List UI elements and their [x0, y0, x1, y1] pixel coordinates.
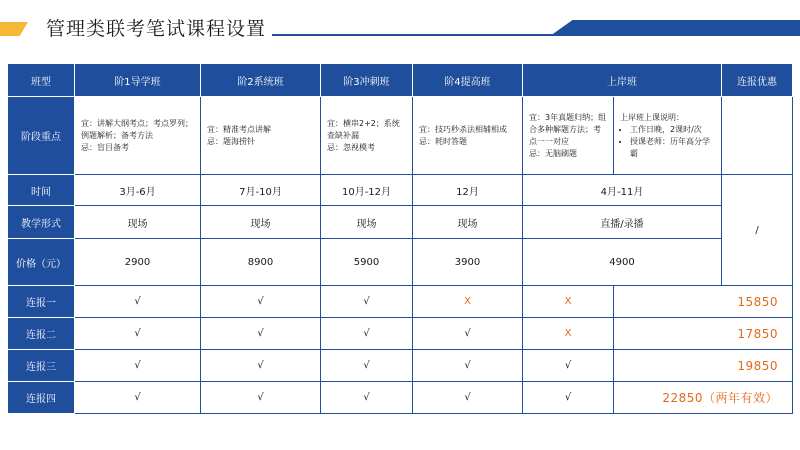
- col-header-shangan: 上岸班: [523, 64, 722, 97]
- col-header-type: 班型: [8, 64, 75, 97]
- combo-price: 15850: [614, 286, 793, 318]
- combo-row: [8, 382, 793, 414]
- header-row: [8, 64, 793, 97]
- combo-label: 连报二: [8, 318, 75, 350]
- header-rule: [272, 34, 582, 36]
- col-header-stage3: 阶3冲刺班: [321, 64, 413, 97]
- price-stage2: 8900: [201, 239, 321, 286]
- discount-placeholder: /: [722, 175, 793, 286]
- combo-mark: X: [523, 318, 614, 350]
- combo-mark: √: [201, 350, 321, 382]
- focus-cell-stage4: 宜：技巧秒杀法相辅相成 忌：耗时答题: [413, 97, 523, 175]
- time-stage3: 10月-12月: [321, 175, 413, 206]
- combo-mark: √: [321, 286, 413, 318]
- page-title: 管理类联考笔试课程设置: [46, 18, 267, 40]
- combo-mark: √: [75, 318, 201, 350]
- combo-mark: √: [201, 286, 321, 318]
- time-stage1: 3月-6月: [75, 175, 201, 206]
- combo-row: [8, 286, 793, 318]
- combo-label: 连报四: [8, 382, 75, 414]
- col-header-stage1: 阶1导学班: [75, 64, 201, 97]
- row-label-price: 价格（元）: [8, 239, 75, 286]
- col-header-stage2: 阶2系统班: [201, 64, 321, 97]
- focus-cell-shangan-b: 上岸班上课说明： • 工作日晚，2课时/次 • 授课老师：历年高分学霸: [614, 97, 722, 175]
- combo-mark: √: [413, 318, 523, 350]
- discount-empty-top: [722, 97, 793, 175]
- time-row: [8, 175, 793, 206]
- header-accent-left: [0, 22, 28, 36]
- form-shangan: 直播/录播: [523, 206, 722, 239]
- combo-mark: √: [413, 350, 523, 382]
- combo-mark: X: [523, 286, 614, 318]
- combo-row: [8, 318, 793, 350]
- price-stage1: 2900: [75, 239, 201, 286]
- combo-row: [8, 350, 793, 382]
- combo-price: 17850: [614, 318, 793, 350]
- combo-mark: √: [321, 350, 413, 382]
- combo-mark: √: [75, 382, 201, 414]
- col-header-discount: 连报优惠: [722, 64, 793, 97]
- row-label-form: 教学形式: [8, 206, 75, 239]
- time-shangan: 4月-11月: [523, 175, 722, 206]
- form-stage1: 现场: [75, 206, 201, 239]
- focus-cell-stage3: 宜：横串2+2；系统查缺补漏 忌：忽视模考: [321, 97, 413, 175]
- header-accent-right: [550, 20, 800, 36]
- focus-cell-shangan-a: 宜：3年真题归纳；组合多种解题方法；考点一一对应 忌：无脑刷题: [523, 97, 614, 175]
- price-row: [8, 239, 793, 286]
- form-stage2: 现场: [201, 206, 321, 239]
- combo-mark: X: [413, 286, 523, 318]
- combo-mark: √: [321, 382, 413, 414]
- combo-label: 连报一: [8, 286, 75, 318]
- course-table: [7, 63, 793, 414]
- time-stage4: 12月: [413, 175, 523, 206]
- row-label-focus: 阶段重点: [8, 97, 75, 175]
- combo-mark: √: [75, 350, 201, 382]
- form-stage3: 现场: [321, 206, 413, 239]
- combo-mark: √: [413, 382, 523, 414]
- combo-mark: √: [523, 350, 614, 382]
- price-stage3: 5900: [321, 239, 413, 286]
- combo-price: 22850（两年有效）: [614, 382, 793, 414]
- combo-mark: √: [321, 318, 413, 350]
- time-stage2: 7月-10月: [201, 175, 321, 206]
- focus-cell-stage2: 宜：精准考点讲解 忌：题海捞针: [201, 97, 321, 175]
- form-stage4: 现场: [413, 206, 523, 239]
- combo-mark: √: [523, 382, 614, 414]
- form-row: [8, 206, 793, 239]
- combo-label: 连报三: [8, 350, 75, 382]
- price-shangan: 4900: [523, 239, 722, 286]
- focus-row: [8, 97, 793, 175]
- focus-cell-stage1: 宜：讲解大纲考点；考点罗列；例题解析；备考方法 忌：盲目备考: [75, 97, 201, 175]
- combo-mark: √: [75, 286, 201, 318]
- col-header-stage4: 阶4提高班: [413, 64, 523, 97]
- combo-price: 19850: [614, 350, 793, 382]
- combo-mark: √: [201, 382, 321, 414]
- combo-mark: √: [201, 318, 321, 350]
- row-label-time: 时间: [8, 175, 75, 206]
- price-stage4: 3900: [413, 239, 523, 286]
